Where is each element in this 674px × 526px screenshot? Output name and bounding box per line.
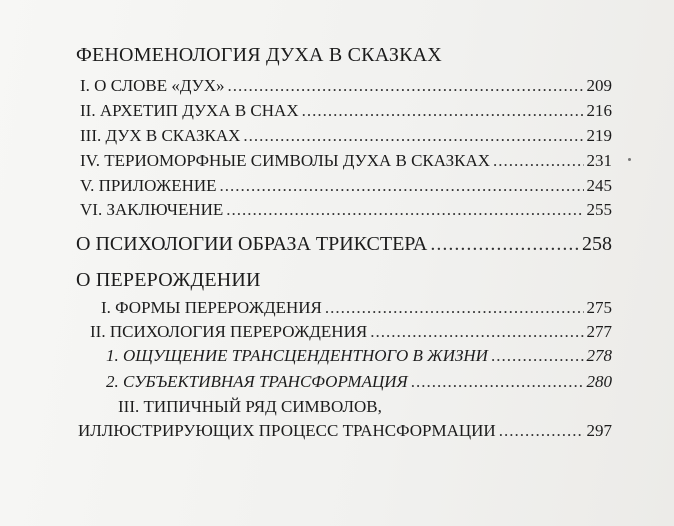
toc-entry-label: I. О СЛОВЕ «ДУХ» (80, 76, 225, 95)
toc-entry (101, 298, 612, 318)
dot-leader (325, 298, 584, 318)
toc-entry-label: II. ПСИХОЛОГИЯ ПЕРЕРОЖДЕНИЯ (90, 322, 368, 341)
toc-entry-label-line1: III. ТИПИЧНЫЙ РЯД СИМВОЛОВ, (118, 397, 382, 416)
dot-leader (226, 200, 583, 220)
toc-entry-page: 216 (586, 101, 612, 120)
dot-leader (302, 101, 584, 121)
toc-entry-label: 1. ОЩУЩЕНИЕ ТРАНСЦЕНДЕНТНОГО В ЖИЗНИ (106, 346, 488, 365)
dot-leader (493, 151, 583, 171)
toc-entry-label: 2. СУБЪЕКТИВНАЯ ТРАНСФОРМАЦИЯ (106, 372, 408, 391)
dot-leader (228, 76, 584, 96)
dot-leader (370, 322, 583, 342)
toc-entry (80, 151, 612, 171)
toc-entry-label: V. ПРИЛОЖЕНИЕ (80, 176, 217, 195)
toc-entry-trickster (76, 233, 612, 256)
dot-leader (491, 346, 584, 366)
dot-leader (411, 372, 584, 392)
section-title-rebirth: О ПЕРЕРОЖДЕНИИ (76, 269, 261, 291)
toc-entry-page: 245 (586, 176, 612, 195)
dot-leader (243, 126, 583, 146)
toc-entry-page: 275 (586, 298, 612, 317)
dot-leader (499, 421, 584, 441)
toc-entry-label: IV. ТЕРИОМОРФНЫЕ СИМВОЛЫ ДУХА В СКАЗКАХ (80, 151, 491, 170)
paper-speck (628, 158, 631, 161)
section-title-phenomenology: ФЕНОМЕНОЛОГИЯ ДУХА В СКАЗКАХ (76, 44, 442, 66)
toc-entry-page: 277 (586, 322, 612, 341)
toc-subentry (106, 346, 612, 366)
toc-entry (80, 126, 612, 146)
toc-entry-page: 255 (586, 200, 612, 219)
section-title-trickster: О ПСИХОЛОГИИ ОБРАЗА ТРИКСТЕРА (76, 233, 428, 255)
toc-entry (78, 421, 612, 441)
toc-entry-page: 278 (586, 346, 612, 365)
toc-entry-label: VI. ЗАКЛЮЧЕНИЕ (80, 200, 224, 219)
toc-entry-page: 280 (586, 372, 612, 391)
toc-entry-label: II. АРХЕТИП ДУХА В СНАХ (80, 101, 299, 120)
toc-entry (80, 76, 612, 96)
toc-entry (80, 176, 612, 196)
toc-entry-label: I. ФОРМЫ ПЕРЕРОЖДЕНИЯ (101, 298, 322, 317)
toc-entry-page: 231 (586, 151, 612, 170)
toc-entry (80, 101, 612, 121)
toc-entry-page: 297 (586, 421, 612, 440)
dot-leader (430, 233, 579, 256)
toc-entry-page: 258 (582, 233, 612, 255)
toc-entry (80, 200, 612, 220)
toc-entry-label-line2: ИЛЛЮСТРИРУЮЩИХ ПРОЦЕСС ТРАНСФОРМАЦИИ (78, 421, 496, 440)
toc-entry-page: 219 (586, 126, 612, 145)
toc-entry (90, 322, 612, 342)
toc-entry-page: 209 (586, 76, 612, 95)
toc-entry-label: III. ДУХ В СКАЗКАХ (80, 126, 241, 145)
toc-subentry (106, 372, 612, 392)
dot-leader (220, 176, 584, 196)
